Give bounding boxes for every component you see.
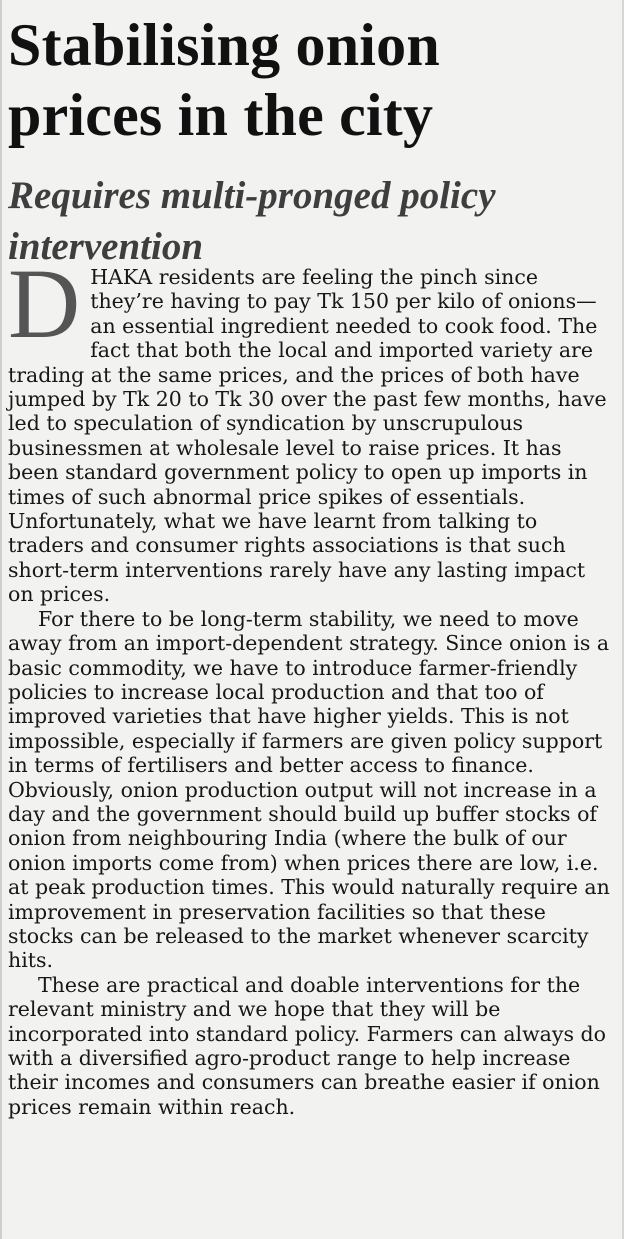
drop-cap: D [8,248,81,359]
headline-line-2: prices in the city [8,82,434,148]
headline-line-1: Stabilising onion [8,12,440,78]
subheadline-line-1: Requires multi-pronged policy [8,174,496,217]
paragraph-3: These are practical and doable interventions for the relevant ministry and we hope that they will be incorporated into standard policy. Farmers can always do with a diversified agro-product range to help increase their incomes and consumers can breathe easier if onion prices remain within reach. [8,972,606,1119]
subheadline [8,170,608,272]
subheadline-line-2: intervention [8,225,204,268]
paragraph-2: For there to be long-term stability, we need to move away from an import-dependent strategy. Since onion is a basic commodity, we have to introduce farmer-friendly policies to increase local production and that too of improved varieties that have higher yields. This is not impossible, especially if farmers are given policy support in terms of fertilisers and better access to finance. Obviously, onion production output will not increase in a day and the government should build up buffer stocks of onion from neighbouring India (where the bulk of our onion imports come from) when prices there are low, i.e. at peak production times. This would naturally require an improvement in preservation facilities so that these stocks can be released to the market whenever scarcity hits. [8,606,610,973]
headline [8,10,608,150]
paragraph-1: HAKA residents are feeling the pinch since they’re having to pay Tk 150 per kilo of onions—an essential ingredient needed to cook food. The fact that both the local and imported variety are trading at the same prices, and the prices of both have jumped by Tk 20 to Tk 30 over the past few months, have led to speculation of syndication by unscrupulous businessmen at wholesale level to raise prices. It has been standard government policy to open up imports in times of such abnormal price spikes of essentials. Unfortunately, what we have learnt from talking to traders and consumer rights associations is that such short-term interventions rarely have any lasting impact on prices. [8,265,607,607]
article-body [8,248,614,1119]
